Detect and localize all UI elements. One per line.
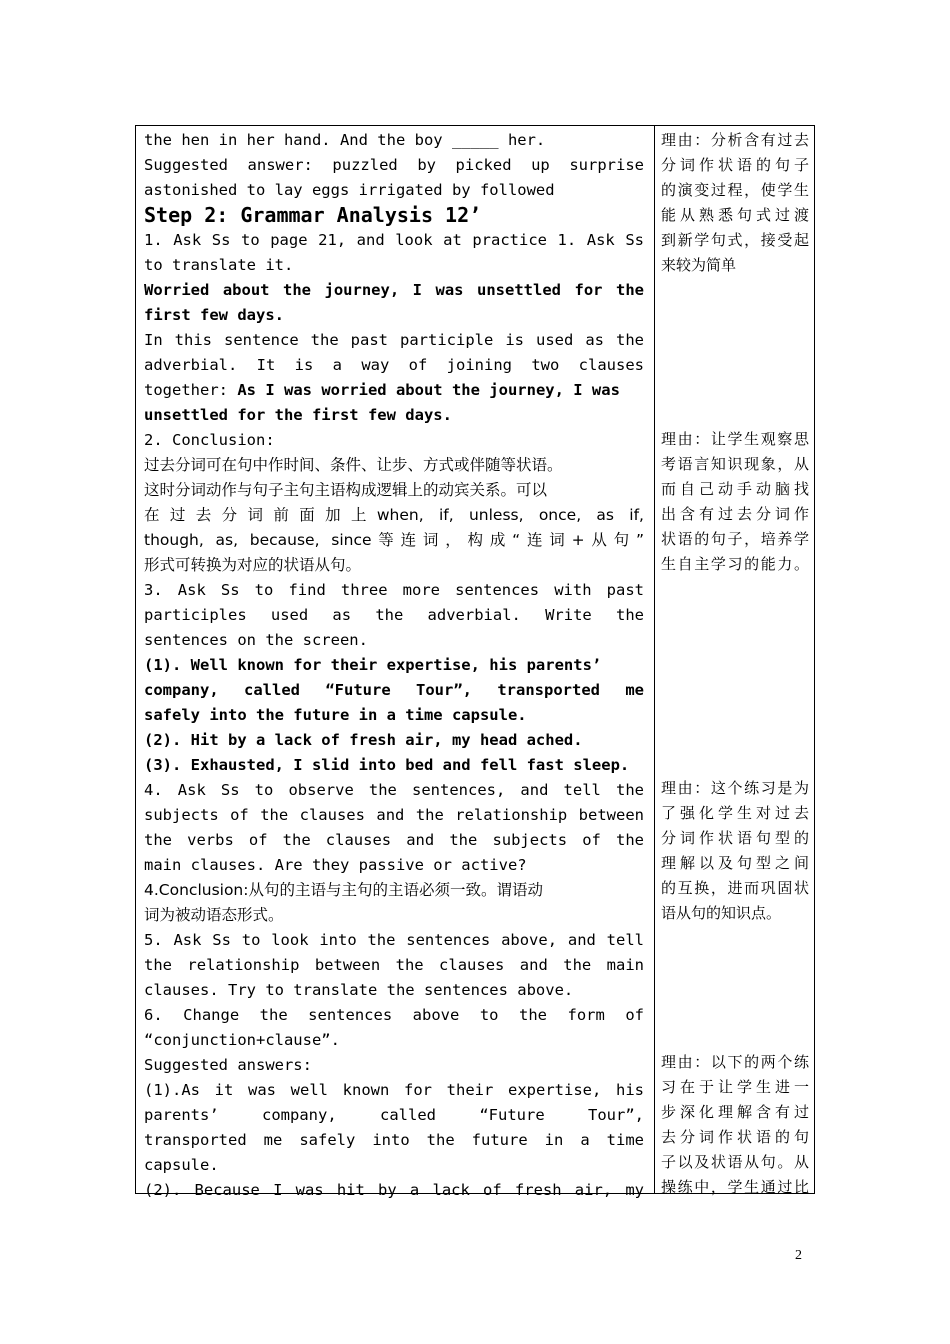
text-line: astonished to lay eggs irrigated by followed (144, 181, 555, 199)
text-span: together: (144, 381, 238, 399)
text-line: subjects of the clauses and the relationship between (144, 806, 644, 824)
note-line: 分词作状语句型的 (661, 829, 809, 847)
note-line: 理由：让学生观察思 (661, 430, 809, 448)
text-line: clauses. Try to translate the sentences above. (144, 981, 574, 999)
example-sentence: (3). Exhausted, I slid into bed and fell fast sleep. (144, 756, 630, 774)
text-line: participles used as the adverbial. Write the (144, 606, 644, 624)
example-sentence: company, called “Future Tour”, transported me (144, 681, 644, 699)
note-line: 操练中，学生通过比 (661, 1178, 809, 1196)
text-line: “conjunction+clause”. (144, 1031, 340, 1049)
note-line: 的互换，进而巩固状 (661, 879, 809, 897)
note-line: 分词作状语的句子 (661, 156, 809, 174)
text-line: Suggested answers: (144, 1056, 312, 1074)
note-line: 了强化学生对过去 (661, 804, 809, 822)
note-line: 语从句的知识点。 (661, 904, 782, 922)
example-sentence: unsettled for the first few days. (144, 406, 452, 424)
text-line: 6. Change the sentences above to the form of (144, 1006, 644, 1024)
text-line: Suggested answer: puzzled by picked up surprise (144, 156, 644, 174)
text-line: the verbs of the clauses and the subjects of the (144, 831, 644, 849)
note-line: 而自己动手动脑找 (661, 480, 809, 498)
note-line: 来较为简单 (661, 256, 737, 274)
note-line: 习在于让学生进一 (661, 1078, 809, 1096)
text-line: parents’ company, called “Future Tour”, (144, 1106, 644, 1124)
note-line: 理由：以下的两个练 (661, 1053, 809, 1071)
example-sentence: first few days. (144, 306, 284, 324)
note-line: 去分词作状语的句 (661, 1128, 809, 1146)
page-number: 2 (795, 1248, 802, 1263)
note-line: 生自主学习的能力。 (661, 555, 809, 573)
text-line: 3. Ask Ss to find three more sentences with past (144, 581, 644, 599)
rationale-note (661, 128, 809, 278)
example-sentence: (1). Well known for their expertise, his parents’ (144, 656, 602, 674)
text-line: 1. Ask Ss to page 21, and look at practice 1. Ask Ss (144, 231, 644, 249)
column-divider (654, 126, 655, 1193)
note-line: 子以及状语从句。从 (661, 1153, 809, 1171)
text-line: main clauses. Are they passive or active? (144, 856, 527, 874)
note-line: 出含有过去分词作 (661, 505, 809, 523)
text-line: (1).As it was well known for their expertise, his (144, 1081, 644, 1099)
note-line: 理由：这个练习是为 (661, 779, 809, 797)
example-sentence: safely into the future in a time capsule. (144, 706, 527, 724)
text-line: adverbial. It is a way of joining two clauses (144, 356, 644, 374)
text-line: transported me safely into the future in a time (144, 1131, 644, 1149)
rationale-note (661, 427, 809, 577)
text-line: 5. Ask Ss to look into the sentences above, and tell (144, 931, 644, 949)
note-line: 的演变过程，使学生 (661, 181, 809, 199)
note-line: 到新学句式，接受起 (661, 231, 809, 249)
text-line: 2. Conclusion: (144, 431, 275, 449)
text-line: 形式可转换为对应的状语从句。 (144, 556, 362, 574)
text-line: 在过去分词前面加上when, if, unless, once, as if, (144, 506, 644, 524)
example-sentence: (2). Hit by a lack of fresh air, my head ached. (144, 731, 583, 749)
text-line: 过去分词可在句中作时间、条件、让步、方式或伴随等状语。 (144, 456, 563, 474)
example-sentence: Worried about the journey, I was unsettled for the (144, 281, 644, 299)
text-line: 4.Conclusion:从句的主语与主句的主语必须一致。谓语动 (144, 881, 543, 899)
note-line: 考语言知识现象，从 (661, 455, 809, 473)
text-line: the hen in her hand. And the boy _____ her. (144, 131, 546, 149)
text-line (144, 378, 644, 403)
text-line: though, as, because, since等连词，构成“连词+从句” (144, 531, 644, 549)
text-line: sentences on the screen. (144, 631, 368, 649)
text-line: (2). Because I was hit by a lack of fresh air, my (144, 1181, 644, 1199)
text-line: the relationship between the clauses and the main (144, 956, 644, 974)
lesson-plan-table (135, 125, 815, 1199)
rationale-note (661, 1050, 809, 1200)
text-line: to translate it. (144, 256, 294, 274)
note-line: 状语的句子，培养学 (661, 530, 809, 548)
text-line: In this sentence the past participle is used as the (144, 331, 644, 349)
text-line: 这时分词动作与句子主句主语构成逻辑上的动宾关系。可以 (144, 481, 548, 499)
text-line: capsule. (144, 1156, 219, 1174)
note-line: 理解以及句型之间 (661, 854, 809, 872)
text-line: 4. Ask Ss to observe the sentences, and tell the (144, 781, 644, 799)
teaching-procedure-column (144, 128, 644, 1203)
rationale-note (661, 776, 809, 926)
section-heading: Step 2: Grammar Analysis 12’ (144, 203, 482, 227)
example-sentence: As I was worried about the journey, I was (237, 381, 620, 399)
note-line: 步深化理解含有过 (661, 1103, 809, 1121)
text-line: 词为被动语态形式。 (144, 906, 284, 924)
note-line: 能从熟悉句式过渡 (661, 206, 809, 224)
note-line: 理由：分析含有过去 (661, 131, 809, 149)
